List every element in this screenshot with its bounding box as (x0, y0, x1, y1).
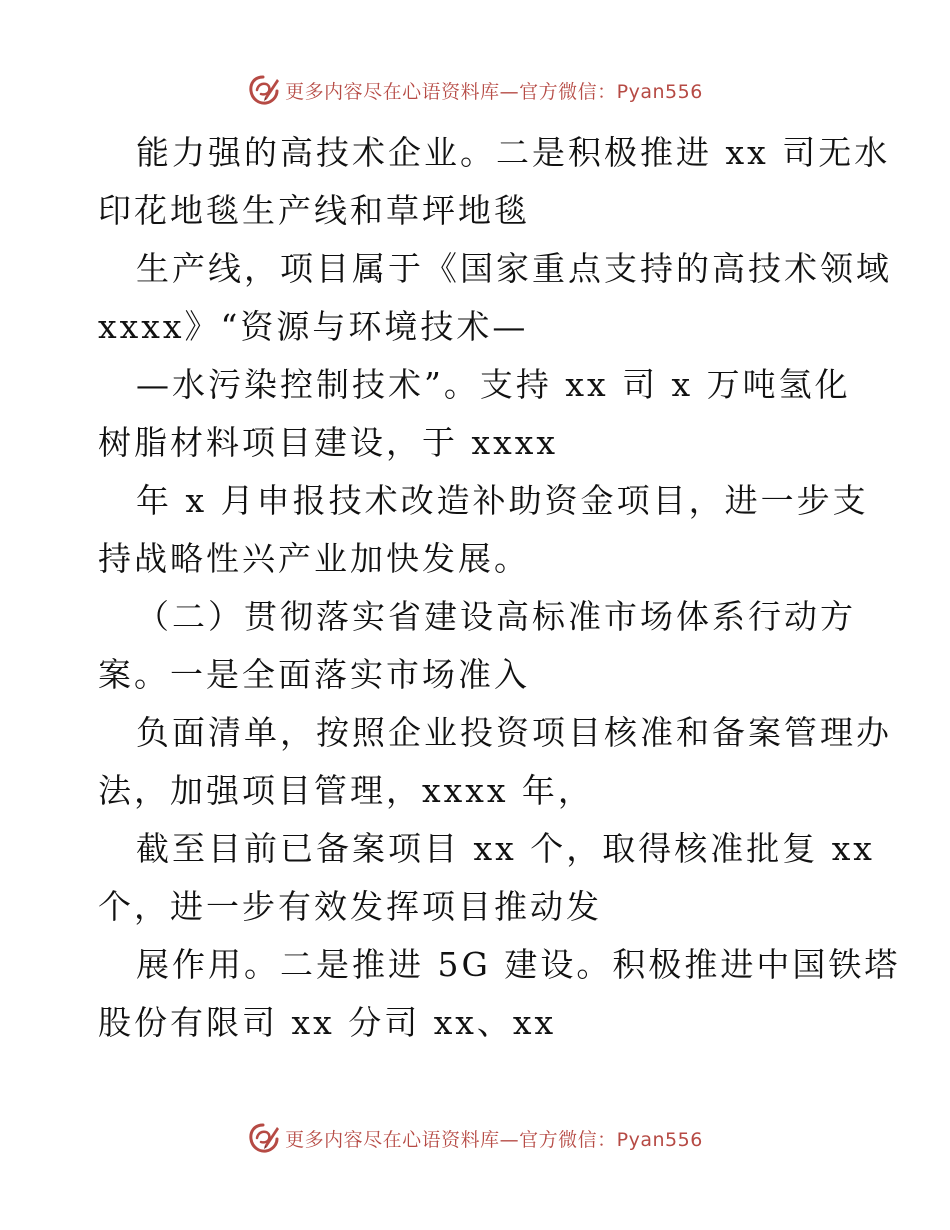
paragraph-line: xxxx》“资源与环境技术— (98, 307, 529, 346)
paragraph-line: 持战略性兴产业加快发展。 (98, 539, 530, 578)
pen-swirl-logo-icon (247, 1121, 281, 1155)
paragraph-line: —水污染控制技术”。支持 xx 司 x 万吨氢化 (136, 365, 851, 404)
paragraph-line: 年 x 月申报技术改造补助资金项目，进一步支 (136, 481, 869, 520)
paragraph-line: 案。一是全面落实市场准入 (98, 655, 530, 694)
paragraph-line: 印花地毯生产线和草坪地毯 (98, 191, 530, 230)
paragraph-line: 个，进一步有效发挥项目推动发 (98, 887, 602, 926)
paragraph-line: 展作用。二是推进 5G 建设。积极推进中国铁塔 (136, 945, 901, 984)
paragraph-line: 法，加强项目管理，xxxx 年， (98, 771, 594, 810)
paragraph-line: 股份有限司 xx 分司 xx、xx (98, 1003, 557, 1042)
document-body (98, 124, 901, 1052)
pen-swirl-logo-icon (247, 73, 281, 107)
header-banner-text: 更多内容尽在心语资料库—官方微信：Pyan556 (285, 80, 703, 103)
section-heading-line: （二）贯彻落实省建设高标准市场体系行动方 (136, 597, 856, 636)
paragraph-line: 负面清单，按照企业投资项目核准和备案管理办 (136, 713, 892, 752)
paragraph-line: 能力强的高技术企业。二是积极推进 xx 司无水 (136, 133, 891, 172)
paragraph-line: 树脂材料项目建设，于 xxxx (98, 423, 558, 462)
footer-banner-text: 更多内容尽在心语资料库—官方微信：Pyan556 (285, 1128, 703, 1151)
paragraph-line: 生产线，项目属于《国家重点支持的高技术领域 (136, 249, 892, 288)
paragraph-line: 截至目前已备案项目 xx 个，取得核准批复 xx (136, 829, 875, 868)
footer-banner (0, 1118, 950, 1158)
header-banner (0, 70, 950, 110)
